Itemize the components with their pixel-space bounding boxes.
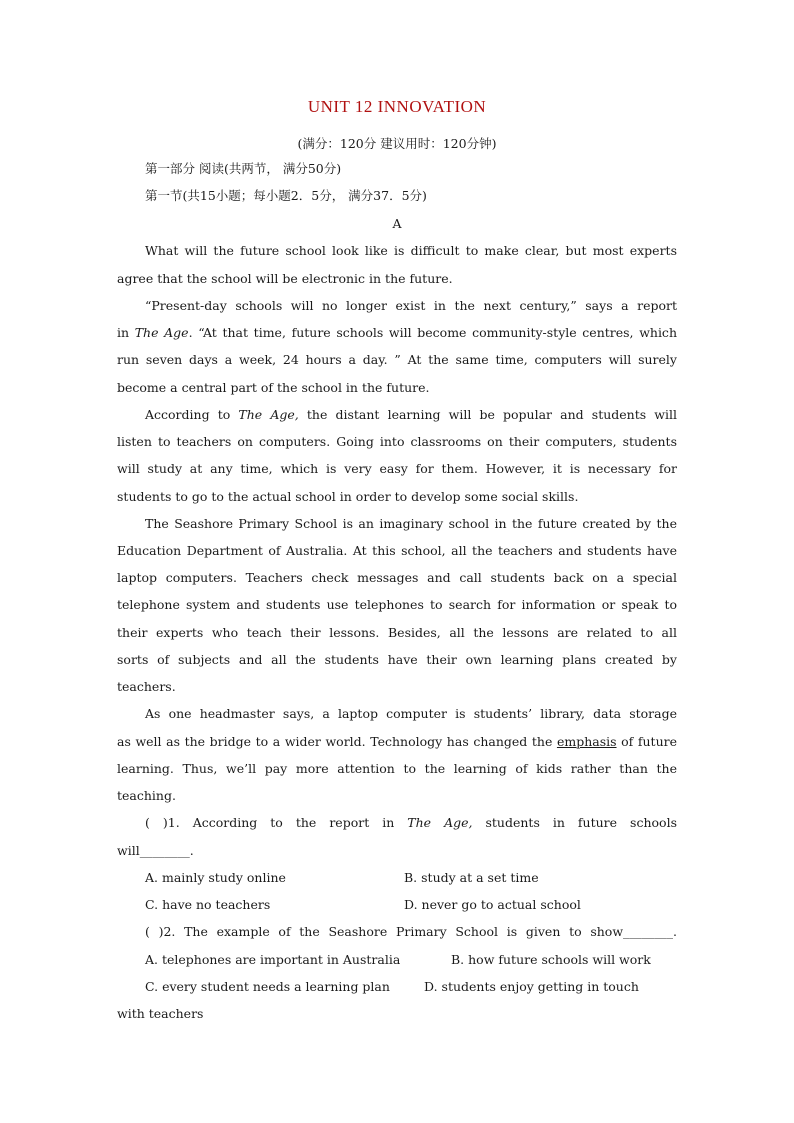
option-d: D. students enjoy getting in touch: [424, 979, 639, 994]
option-b: B. how future schools will work: [451, 952, 651, 967]
question-1-stem-cont: will________.: [117, 843, 194, 858]
passage-line: Education Department of Australia. At this school, all the teachers and students have: [117, 543, 677, 558]
underlined-word: emphasis: [556, 734, 617, 749]
passage-line: become a central part of the school in the future.: [117, 380, 430, 395]
publication-name: The Age,: [407, 815, 473, 830]
passage-line: teaching.: [117, 788, 176, 803]
question-1-stem: [145, 815, 677, 831]
passage-line: learning. Thus, we’ll pay more attention to the learning of kids rather than the: [117, 761, 677, 776]
passage-line: [117, 325, 677, 341]
passage-line: listen to teachers on computers. Going into classrooms on their computers, students: [117, 434, 677, 449]
option-d-cont: with teachers: [117, 1006, 204, 1021]
passage-line: telephone system and students use telephones to search for information or speak to: [117, 597, 677, 612]
passage-line: agree that the school will be electronic in the future.: [117, 271, 453, 286]
passage-label: A: [392, 216, 402, 231]
passage-line: What will the future school look like is difficult to make clear, but most experts: [145, 243, 677, 258]
text-span: students in future schools: [472, 815, 677, 830]
section-heading: 第一节(共15小题；每小题2．5分， 满分37．5分): [145, 188, 427, 203]
passage-line: teachers.: [117, 679, 176, 694]
unit-title: UNIT 12 INNOVATION: [307, 97, 487, 116]
publication-name: The Age,: [238, 407, 299, 422]
question-2-stem: ( )2. The example of the Seashore Primary School is given to show________.: [145, 924, 677, 939]
option-a: A. mainly study online: [145, 870, 286, 885]
passage-line: sorts of subjects and all the students have their own learning plans created by: [117, 652, 677, 667]
option-a: A. telephones are important in Australia: [145, 952, 401, 967]
passage-line: As one headmaster says, a laptop computer is students’ library, data storage: [145, 706, 677, 721]
passage-line: laptop computers. Teachers check messages and call students back on a special: [117, 570, 677, 585]
passage-line: students to go to the actual school in order to develop some social skills.: [117, 489, 579, 504]
passage-line: “Present-day schools will no longer exist in the next century,” says a report: [145, 298, 677, 313]
part-heading: 第一部分 阅读(共两节， 满分50分): [145, 161, 342, 176]
option-c: C. have no teachers: [145, 897, 271, 912]
text-span: as well as the bridge to a wider world. Technology has changed the: [117, 734, 557, 749]
passage-line: will study at any time, which is very easy for them. However, it is necessary for: [117, 461, 677, 476]
exam-info: (满分：120分 建议用时：120分钟): [297, 136, 497, 151]
passage-line: their experts who teach their lessons. Besides, all the lessons are related to all: [117, 625, 677, 640]
passage-line: [145, 407, 677, 423]
passage-line: run seven days a week, 24 hours a day. ” At the same time, computers will surely: [117, 352, 677, 367]
option-b: B. study at a set time: [404, 870, 539, 885]
text-span: in: [117, 325, 135, 340]
text-span: . “At that time, future schools will become community-style centres, which: [188, 325, 677, 340]
text-span: According to: [145, 407, 239, 422]
passage-line: [117, 734, 677, 750]
option-c: C. every student needs a learning plan: [145, 979, 390, 994]
text-span: the distant learning will be popular and students will: [298, 407, 677, 422]
text-span: ( )1. According to the report in: [145, 815, 408, 830]
option-d: D. never go to actual school: [404, 897, 581, 912]
passage-line: The Seashore Primary School is an imaginary school in the future created by the: [145, 516, 677, 531]
publication-name: The Age: [134, 325, 189, 340]
text-span: of future: [616, 734, 677, 749]
